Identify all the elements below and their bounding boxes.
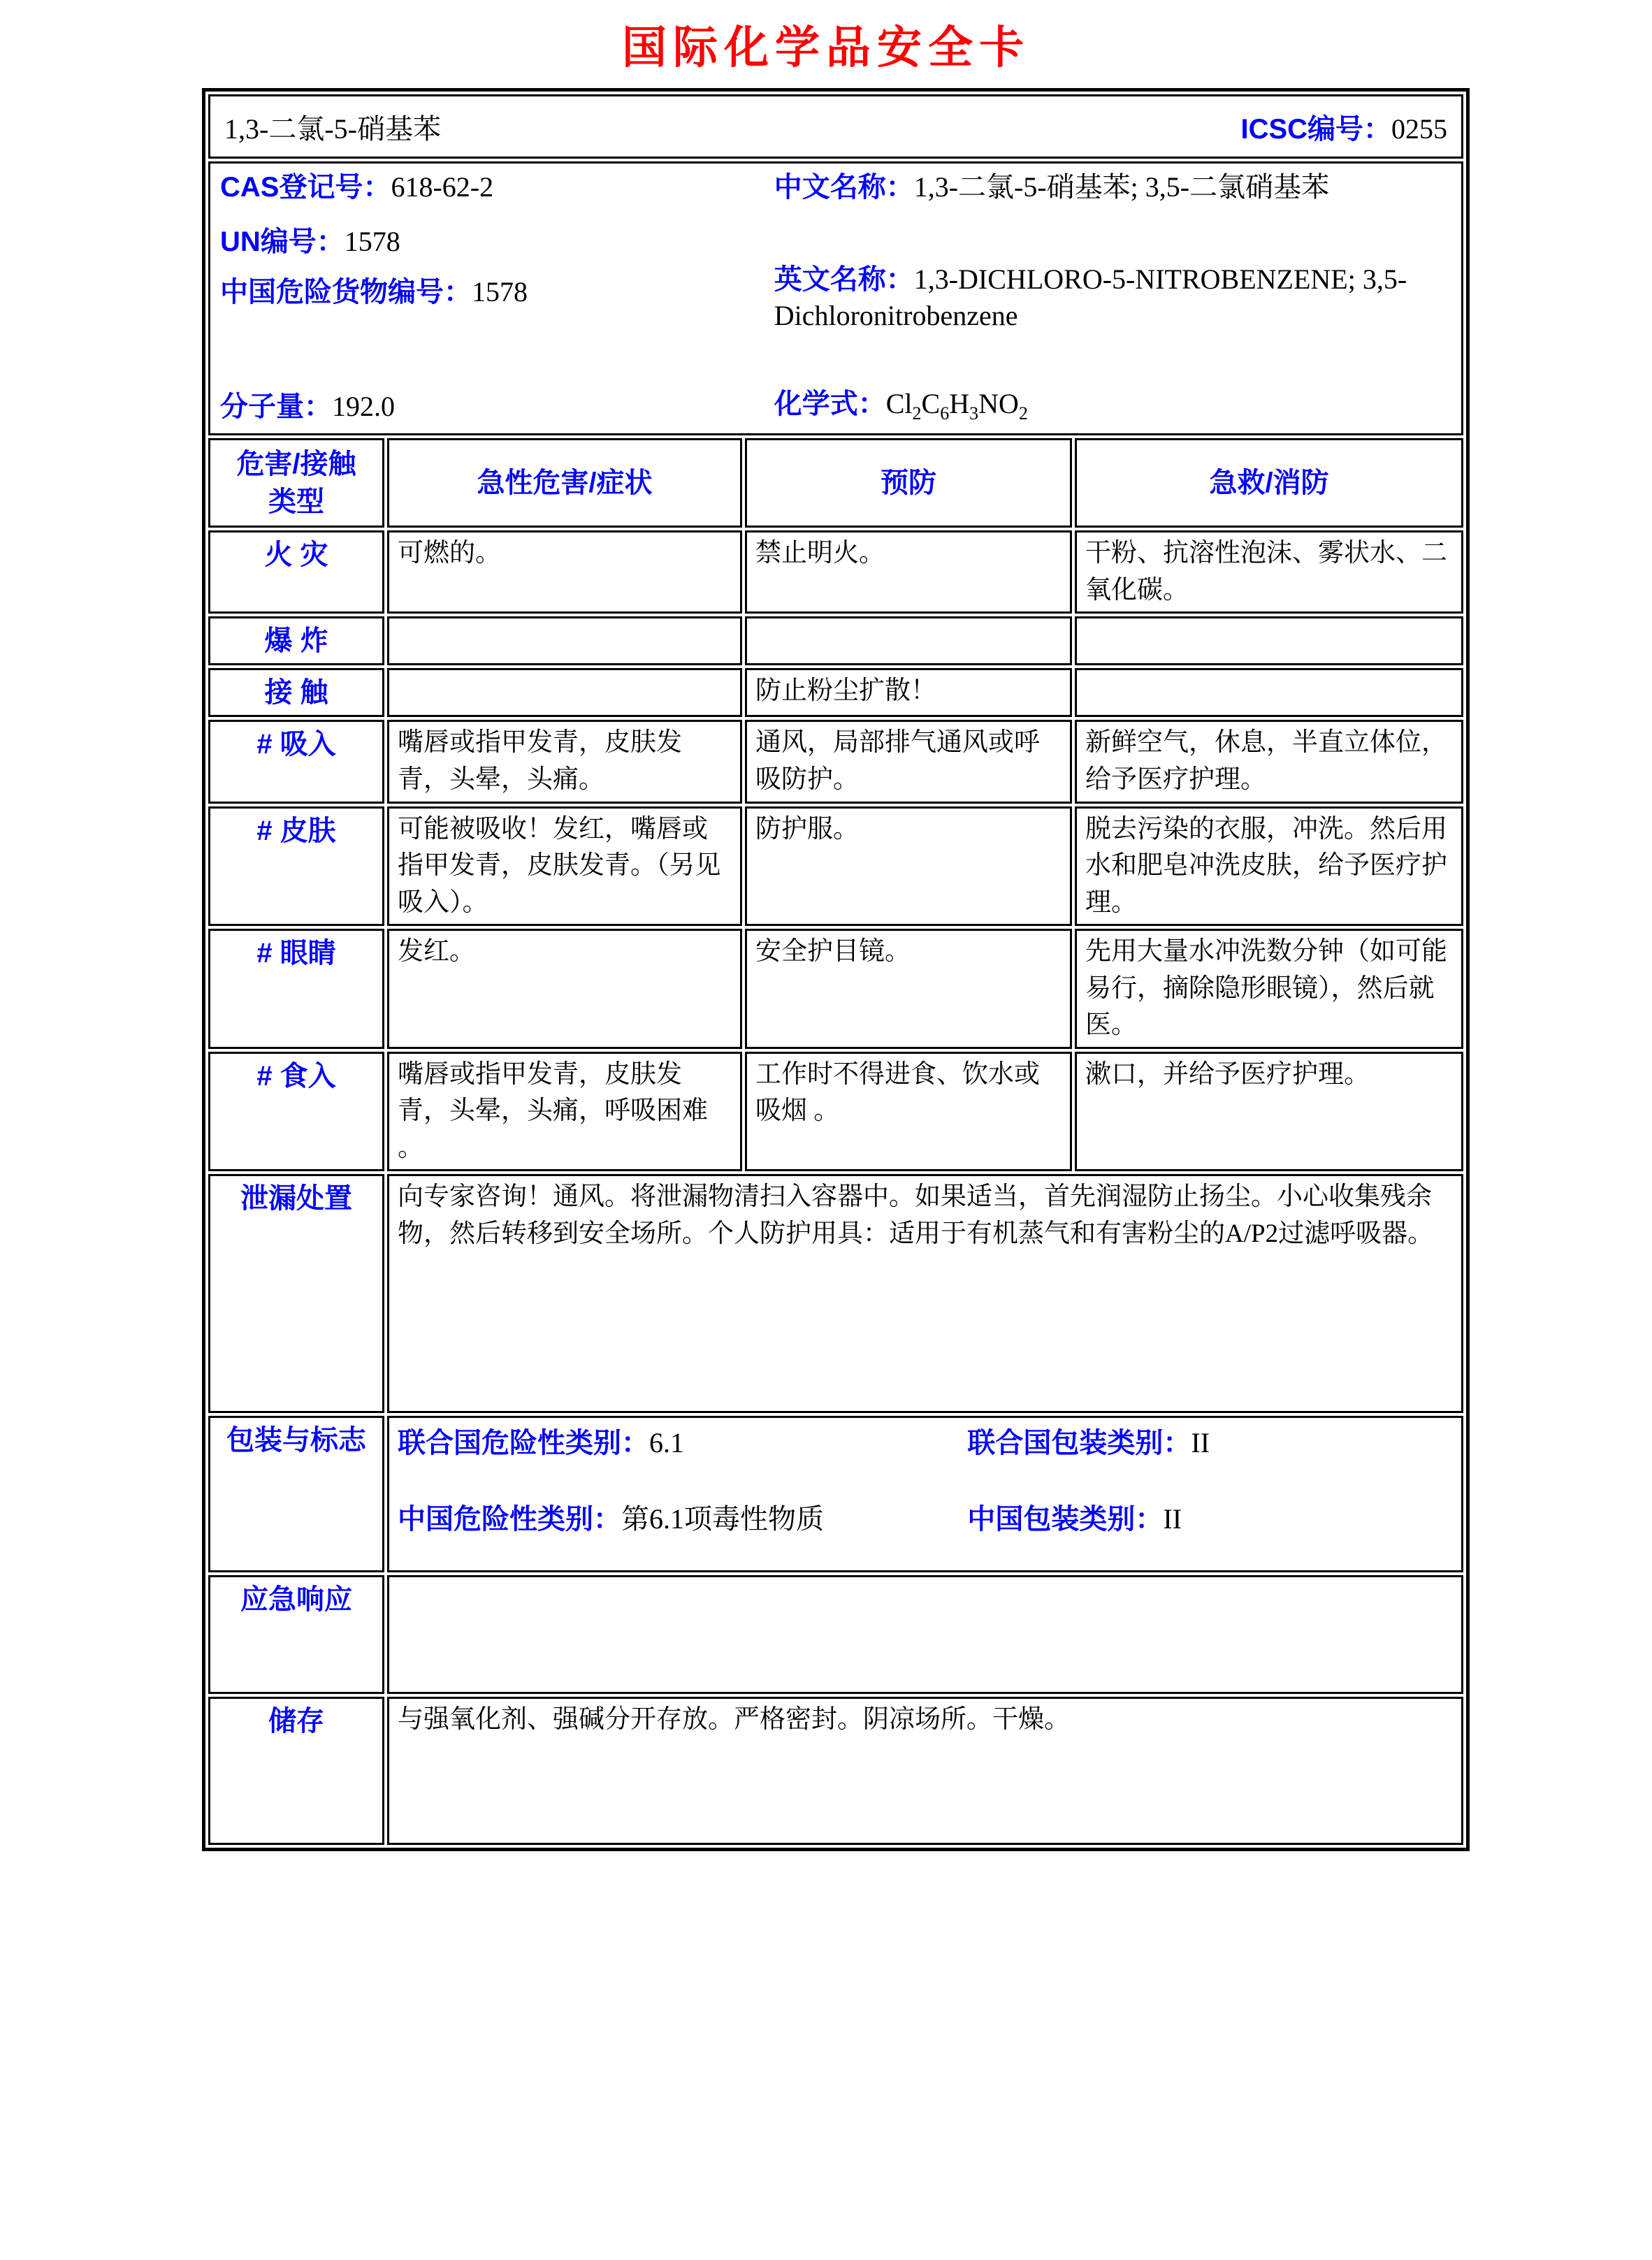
cas-value: 618-62-2 — [391, 171, 494, 203]
icsc-number — [1240, 107, 1447, 147]
hazard-header-row — [208, 438, 1463, 528]
explosion-symptoms — [387, 616, 742, 665]
identifier-right-column — [774, 166, 1453, 430]
table-row-inhalation — [208, 720, 1463, 803]
fire-prevention: 禁止明火。 — [745, 530, 1072, 614]
row-label-ingestion: # 食入 — [208, 1052, 384, 1172]
cas-label: CAS登记号： — [220, 172, 391, 203]
ingestion-prevention: 工作时不得进食、饮水或吸烟 。 — [745, 1052, 1072, 1172]
skin-symptoms: 可能被吸收！发红，嘴唇或指甲发青，皮肤发青。（另见吸入）。 — [387, 806, 742, 927]
table-row-explosion — [208, 616, 1463, 665]
china-packing-group: 中国包装类别：II — [967, 1503, 1182, 1535]
english-name-value: 1,3-DICHLORO-5-NITROBENZENE; 3,5-Dichloronitrobenzene — [774, 263, 1407, 332]
chemical-formula-label: 化学式： — [774, 388, 886, 419]
table-row-spill-disposal — [208, 1174, 1463, 1413]
inhalation-firstaid: 新鲜空气，休息，半直立体位，给予医疗护理。 — [1075, 720, 1463, 803]
emergency-response-content — [387, 1575, 1463, 1694]
table-row-identifiers — [208, 161, 1463, 435]
table-row-eyes — [208, 929, 1463, 1049]
un-number — [220, 224, 774, 260]
row-label-exposure: 接 触 — [208, 668, 384, 717]
china-dg-value: 1578 — [472, 276, 528, 308]
table-row-packaging — [208, 1416, 1463, 1572]
inhalation-symptoms: 嘴唇或指甲发青，皮肤发青，头晕，头痛。 — [387, 720, 742, 803]
table-row-skin — [208, 806, 1463, 927]
china-dg-number — [220, 274, 774, 310]
inhalation-prevention: 通风，局部排气通风或呼吸防护。 — [745, 720, 1072, 803]
chinese-name — [774, 169, 1453, 205]
table-row-ingestion — [208, 1052, 1463, 1172]
eyes-prevention: 安全护目镜。 — [745, 929, 1072, 1049]
storage-content: 与强氧化剂、强碱分开存放。严格密封。阴凉场所。干燥。 — [387, 1697, 1463, 1845]
explosion-firstaid — [1075, 616, 1463, 665]
icsc-number-value: 0255 — [1391, 113, 1448, 145]
cas-number — [220, 169, 774, 205]
chemical-formula: $Cl_2C_6H_3NO_2$ — [885, 387, 1028, 423]
molecular-weight-label: 分子量： — [220, 391, 332, 423]
identifier-left-column — [219, 166, 774, 430]
row-label-emergency-response: 应急响应 — [208, 1575, 384, 1694]
row-label-skin: # 皮肤 — [208, 806, 384, 927]
row-label-explosion: 爆 炸 — [208, 616, 384, 665]
substance-name: 1,3-二氯-5-硝基苯 — [224, 113, 441, 145]
chinese-name-label: 中文名称： — [774, 172, 914, 203]
china-hazard-class: 中国危险性类别：第6.1项毒性物质 — [398, 1503, 824, 1535]
eyes-firstaid: 先用大量水冲洗数分钟（如可能易行，摘除隐形眼镜），然后就医。 — [1075, 929, 1463, 1049]
skin-prevention: 防护服。 — [745, 806, 1072, 927]
row-label-eyes: # 眼睛 — [208, 929, 384, 1049]
table-row-fire — [208, 530, 1463, 614]
row-label-fire: 火 灾 — [208, 530, 384, 614]
ingestion-symptoms: 嘴唇或指甲发青，皮肤发青，头晕，头痛，呼吸困难 。 — [387, 1052, 742, 1172]
exposure-firstaid — [1075, 668, 1463, 717]
english-name — [774, 261, 1453, 334]
exposure-prevention: 防止粉尘扩散！ — [745, 668, 1072, 717]
chemical-formula-row — [774, 386, 1453, 426]
exposure-symptoms — [387, 668, 742, 717]
icsc-card-table — [202, 88, 1470, 1851]
row-label-packaging: 包装与标志 — [208, 1416, 384, 1572]
fire-symptoms: 可燃的。 — [387, 530, 742, 614]
chinese-name-value: 1,3-二氯-5-硝基苯; 3,5-二氯硝基苯 — [913, 171, 1330, 203]
eyes-symptoms: 发红。 — [387, 929, 742, 1049]
english-name-label: 英文名称： — [774, 264, 914, 296]
table-row-storage — [208, 1697, 1463, 1845]
molecular-weight — [220, 389, 774, 425]
packaging-grid — [398, 1421, 1453, 1540]
spill-disposal-content: 向专家咨询！通风。将泄漏物清扫入容器中。如果适当，首先润湿防止扬尘。小心收集残余物，然后转移到安全场所。个人防护用具：适用于有机蒸气和有害粉尘的A/P2过滤呼吸器。 — [387, 1174, 1463, 1413]
fire-firstaid: 干粉、抗溶性泡沫、雾状水、二氧化碳。 — [1075, 530, 1463, 614]
un-hazard-class: 联合国危险性类别：6.1 — [398, 1427, 684, 1459]
header-prevention: 预防 — [745, 438, 1072, 528]
ingestion-firstaid: 漱口，并给予医疗护理。 — [1075, 1052, 1463, 1172]
header-hazard-type: 危害/接触 类型 — [208, 438, 384, 528]
table-row-emergency-response — [208, 1575, 1463, 1694]
row-label-spill-disposal: 泄漏处置 — [208, 1174, 384, 1413]
header-symptoms: 急性危害/症状 — [387, 438, 742, 528]
page-title: 国际化学品安全卡 — [622, 23, 1030, 73]
header-firstaid: 急救/消防 — [1075, 438, 1463, 528]
table-row-name — [208, 94, 1463, 159]
table-row-exposure — [208, 668, 1463, 717]
row-label-storage: 储存 — [208, 1697, 384, 1845]
molecular-weight-value: 192.0 — [332, 391, 395, 423]
row-label-inhalation: # 吸入 — [208, 720, 384, 803]
icsc-number-label: ICSC编号： — [1240, 113, 1392, 145]
skin-firstaid: 脱去污染的衣服，冲洗。然后用水和肥皂冲洗皮肤，给予医疗护理。 — [1075, 806, 1463, 927]
un-value: 1578 — [344, 226, 400, 258]
un-label: UN编号： — [220, 226, 345, 258]
explosion-prevention — [745, 616, 1072, 665]
un-packing-group: 联合国包装类别：II — [967, 1427, 1210, 1459]
china-dg-label: 中国危险货物编号： — [220, 277, 472, 308]
